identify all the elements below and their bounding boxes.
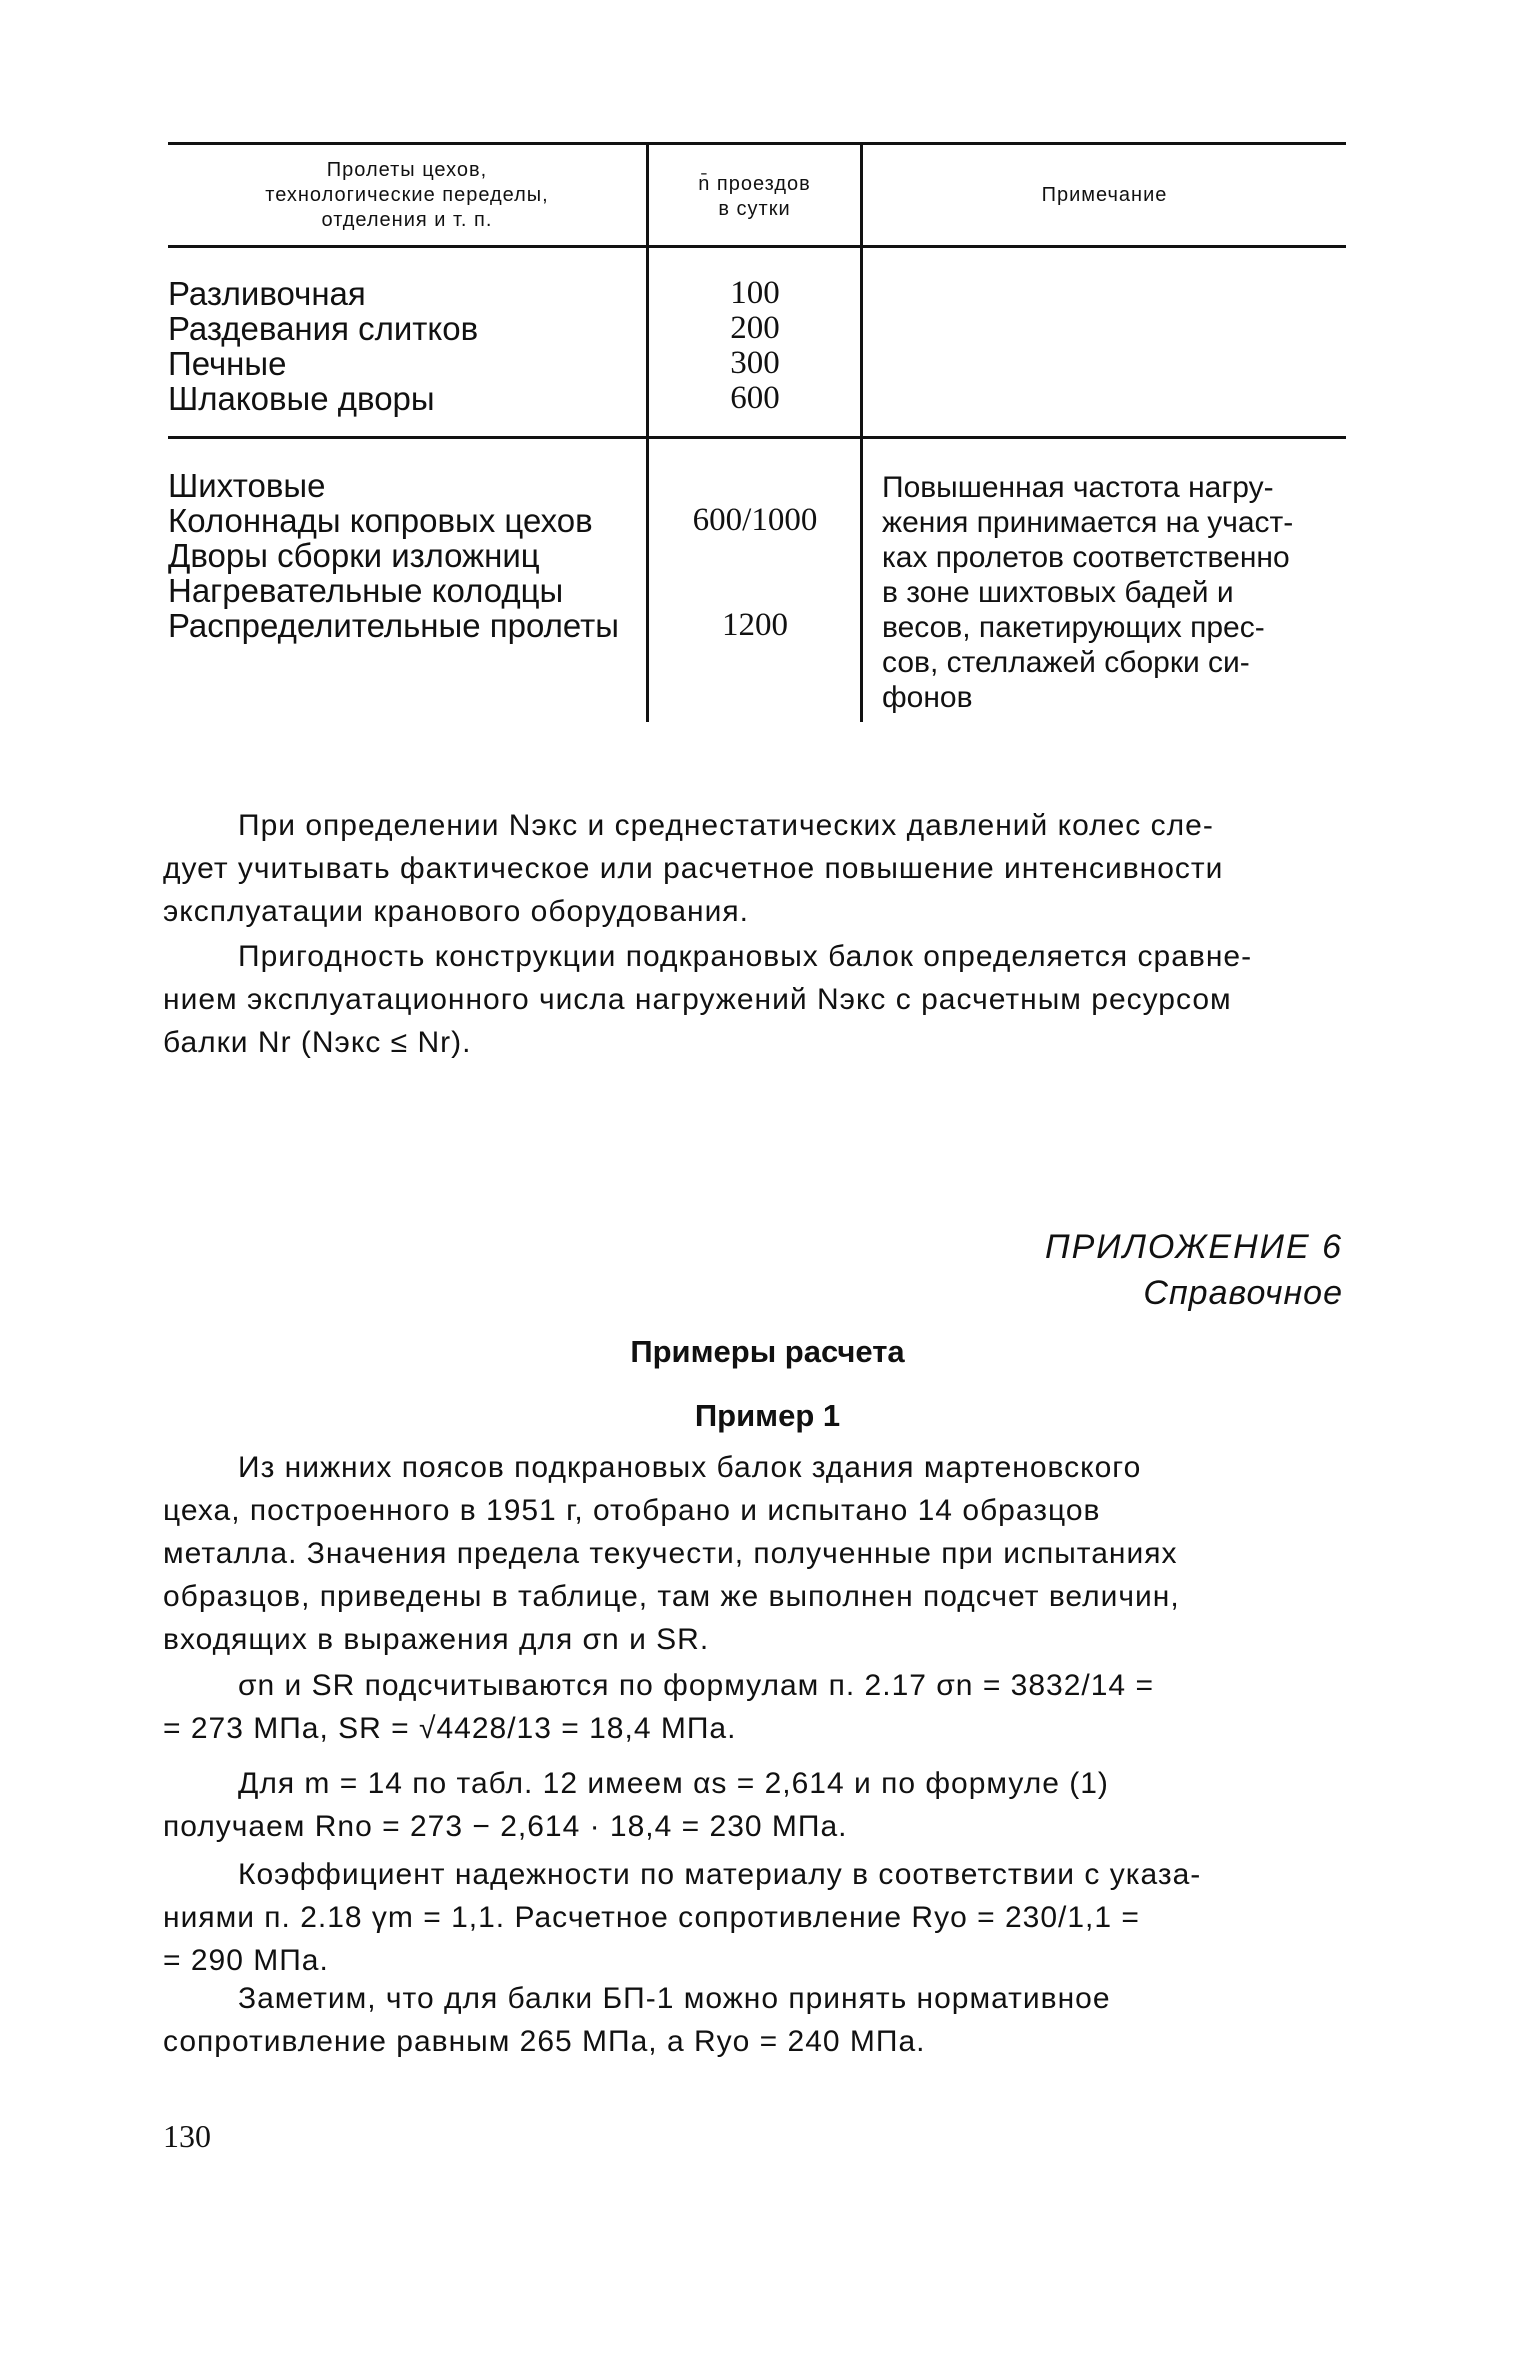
table-top-rule xyxy=(168,142,1346,145)
example-paragraph-4: Коэффициент надежности по материалу в соответствии с указа- ниями п. 2.18 γm = 1,1. Расчетное сопротивление Ryo = 230/1,1 = = 290 МПа. xyxy=(163,1858,1202,1977)
example-paragraph-5: Заметим, что для балки БП-1 можно принять нормативное сопротивление равным 265 МПа, а Ryo = 240 МПа. xyxy=(163,1982,1111,2058)
example-title: Пример 1 xyxy=(694,1398,841,1433)
group2-value-b: 1200 xyxy=(722,607,788,643)
group1-names: Разливочная Раздевания слитков Печные Шлаковые дворы xyxy=(168,275,479,417)
header-col-passes: n̄ проездов в сутки xyxy=(698,173,811,220)
paragraph-2: Пригодность конструкции подкрановых балок определяется сравне- нием эксплуатационного числа нагружений Nэкс с расчетным ресурсом балки Nr (Nэкс ≤ Nr). xyxy=(163,940,1253,1059)
group2-note: Повышенная частота нагру- жения принимается на участ- ках пролетов соответственно в зоне шихтовых бадей и весов, пакетирующих прес- сов, стеллажей сборки си- фонов xyxy=(882,471,1294,714)
appendix-label: ПРИЛОЖЕНИЕ 6 xyxy=(1044,1228,1343,1266)
table-divider-1 xyxy=(646,142,649,722)
example-paragraph-2: σn и SR подсчитываются по формулам п. 2.17 σn = 3832/14 = = 273 МПа, SR = √4428/13 = 18,4 МПа. xyxy=(163,1669,1154,1745)
table-divider-2 xyxy=(860,142,863,722)
table-header-rule xyxy=(168,245,1346,248)
group1-values: 100 200 300 600 xyxy=(730,275,780,416)
appendix-sublabel: Справочное xyxy=(1143,1274,1343,1312)
example-paragraph-1: Из нижних поясов подкрановых балок здания мартеновского цеха, построенного в 1951 г, отобрано и испытано 14 образцов металла. Значения предела текучести, полученные при испытаниях образцов, приведены в таблице, там же выполнен подсчет величин, входящих в выражения для σn и SR. xyxy=(163,1451,1180,1656)
group2-value-a: 600/1000 xyxy=(692,502,818,538)
paragraph-1: При определении Nэкс и среднестатических давлений колес сле- дует учитывать фактическое или расчетное повышение интенсивности эксплуатации кранового оборудования. xyxy=(163,809,1224,928)
example-paragraph-3: Для m = 14 по табл. 12 имеем αs = 2,614 и по формуле (1) получаем Rno = 273 − 2,614 · 18,4 = 230 МПа. xyxy=(163,1767,1109,1843)
page-number: 130 xyxy=(163,2118,211,2154)
table-group-rule xyxy=(168,436,1346,439)
header-col-note: Примечание xyxy=(1041,184,1168,206)
group2-names: Шихтовые Колоннады копровых цехов Дворы сборки изложниц Нагревательные колодцы Распределительные пролеты xyxy=(168,467,619,644)
appendix-title: Примеры расчета xyxy=(630,1334,905,1369)
header-col-spans: Пролеты цехов, технологические переделы, отделения и т. п. xyxy=(265,159,549,231)
